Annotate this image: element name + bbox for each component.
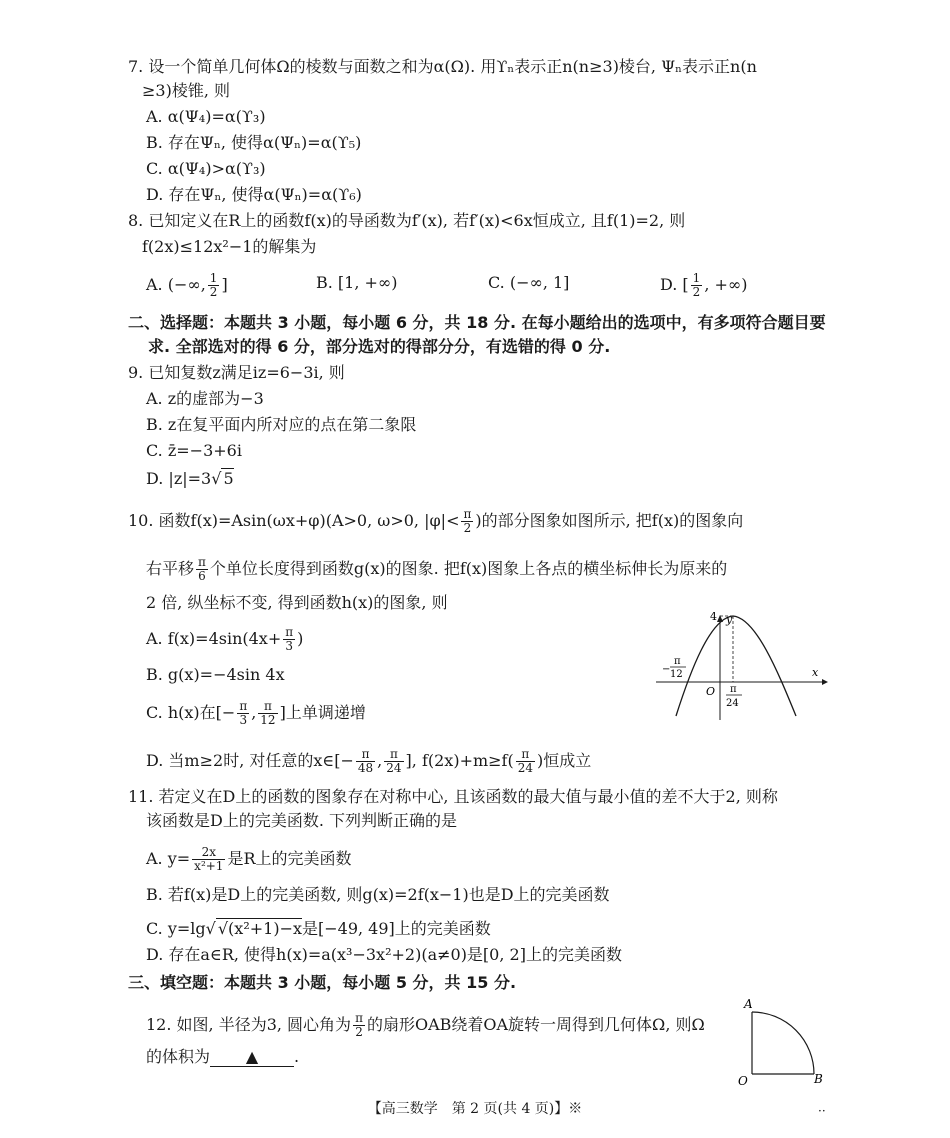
q10-stem-line2: 右平移 $\frac{\pi}{6}$ 个单位长度得到函数g(x)的图象. 把f(x)图象上各点的横坐标伸长为原来的: [146, 555, 728, 583]
section-3-heading: 三、填空题：本题共 3 小题，每小题 5 分，共 15 分.: [128, 973, 517, 992]
graph-left-minus: −: [662, 664, 671, 675]
sector-label-o: O: [738, 1074, 748, 1088]
graph-origin-label: O: [706, 685, 716, 698]
q8-option-a: A. (−∞, $\frac{1}{2}$ ]: [146, 271, 228, 299]
graph-x-label: x: [812, 666, 819, 679]
q11-stem-line2: 该函数是D上的完美函数. 下列判断正确的是: [146, 811, 458, 830]
q11-option-d: D. 存在a∈R, 使得h(x)=a(x³−3x²+2)(a≠0)是[0, 2]上的完美函数: [146, 945, 622, 964]
q12-stem-line1: 12. 如图, 半径为3, 圆心角为 $\frac{\pi}{2}$ 的扇形OAB绕着OA旋转一周得到几何体Ω, 则Ω: [146, 1011, 705, 1039]
q10-stem-line1: 10. 函数f(x)=Asin(ωx+φ)(A>0, ω>0, |φ|< $\frac{\pi}{2}$ )的部分图象如图所示, 把f(x)的图象向: [128, 507, 744, 535]
q11-option-b: B. 若f(x)是D上的完美函数, 则g(x)=2f(x−1)也是D上的完美函数: [146, 885, 610, 904]
q7-option-b: B. 存在Ψₙ, 使得α(Ψₙ)=α(ϒ₅): [146, 133, 362, 152]
q11-stem-line1: 11. 若定义在D上的函数的图象存在对称中心, 且该函数的最大值与最小值的差不大于2, 则称: [128, 787, 778, 806]
graph-left-num: π: [674, 656, 681, 667]
q12-answer-blank[interactable]: ▲: [210, 1048, 294, 1067]
q10-option-b: B. g(x)=−4sin 4x: [146, 665, 285, 684]
graph-x-arrow: [822, 679, 828, 685]
q9-option-d: D. |z|=3√ 5: [146, 469, 234, 488]
q11-option-c: C. y=lg√ √(x²+1)−x是[−49, 49]上的完美函数: [146, 919, 491, 938]
page-footer: 【高三数学 第 2 页(共 4 页)】※: [367, 1101, 583, 1117]
graph-right-den: 24: [726, 698, 739, 709]
q11-option-a: A. y= $\frac{2x}{\text{x²+1}}$ 是R上的完美函数: [146, 845, 352, 873]
graph-max-label: 4: [710, 612, 717, 623]
q7-option-a: A. α(Ψ₄)=α(ϒ₃): [146, 107, 266, 126]
q7-stem-line2: ≥3)棱锥, 则: [142, 81, 231, 100]
q10-option-a: A. f(x)=4sin(4x+ $\frac{\pi}{3}$ ): [146, 625, 304, 653]
q10-sine-graph: [650, 612, 830, 724]
q9-option-a: A. z的虚部为−3: [146, 389, 264, 408]
q10-option-d: D. 当m≥2时, 对任意的x∈[− $\frac{\pi}{48}$ , $\frac{\pi}{24}$ ], f(2x)+m≥f( $\frac{\pi}{24}$ )恒成立: [146, 747, 592, 775]
q7-option-d: D. 存在Ψₙ, 使得α(Ψₙ)=α(ϒ₆): [146, 185, 362, 204]
sector-arc: [752, 1012, 814, 1074]
q8-stem-line2: f(2x)≤12x²−1的解集为: [142, 237, 317, 256]
graph-right-num: π: [730, 684, 737, 695]
footer-corner-mark: ··: [818, 1104, 826, 1118]
q8-option-c: C. (−∞, 1]: [488, 273, 570, 292]
q8-option-b: B. [1, +∞): [316, 273, 398, 292]
q8-option-d: D. [ $\frac{1}{2}$ , +∞): [660, 271, 748, 299]
q7-option-c: C. α(Ψ₄)>α(ϒ₃): [146, 159, 266, 178]
q12-sector-figure: [732, 994, 832, 1090]
sector-label-a: A: [744, 997, 753, 1011]
q10-option-c: C. h(x)在[− $\frac{\pi}{3}$ , $\frac{\pi}{12}$ ]上单调递增: [146, 699, 366, 727]
sector-label-b: B: [814, 1072, 823, 1086]
q9-stem: 9. 已知复数z满足iz=6−3i, 则: [128, 363, 345, 382]
section-2-heading-line1: 二、选择题：本题共 3 小题，每小题 6 分，共 18 分. 在每小题给出的选项中，有多项符合题目要: [128, 313, 826, 332]
graph-left-den: 12: [670, 669, 683, 680]
q9-option-b: B. z在复平面内所对应的点在第二象限: [146, 415, 417, 434]
q8-stem-line1: 8. 已知定义在R上的函数f(x)的导函数为f′(x), 若f′(x)<6x恒成立, 且f(1)=2, 则: [128, 211, 686, 230]
q9-option-c: C. z̄=−3+6i: [146, 441, 242, 460]
q10-stem-line3: 2 倍, 纵坐标不变, 得到函数h(x)的图象, 则: [146, 593, 448, 612]
q7-stem-line1: 7. 设一个简单几何体Ω的棱数与面数之和为α(Ω). 用ϒₙ表示正n(n≥3)棱台, Ψₙ表示正n(n: [128, 57, 757, 76]
section-2-heading-line2: 求. 全部选对的得 6 分，部分选对的得部分分，有选错的得 0 分.: [148, 337, 611, 356]
q12-stem-line2: 的体积为 ▲ .: [146, 1047, 300, 1066]
graph-y-label: y: [726, 613, 733, 626]
